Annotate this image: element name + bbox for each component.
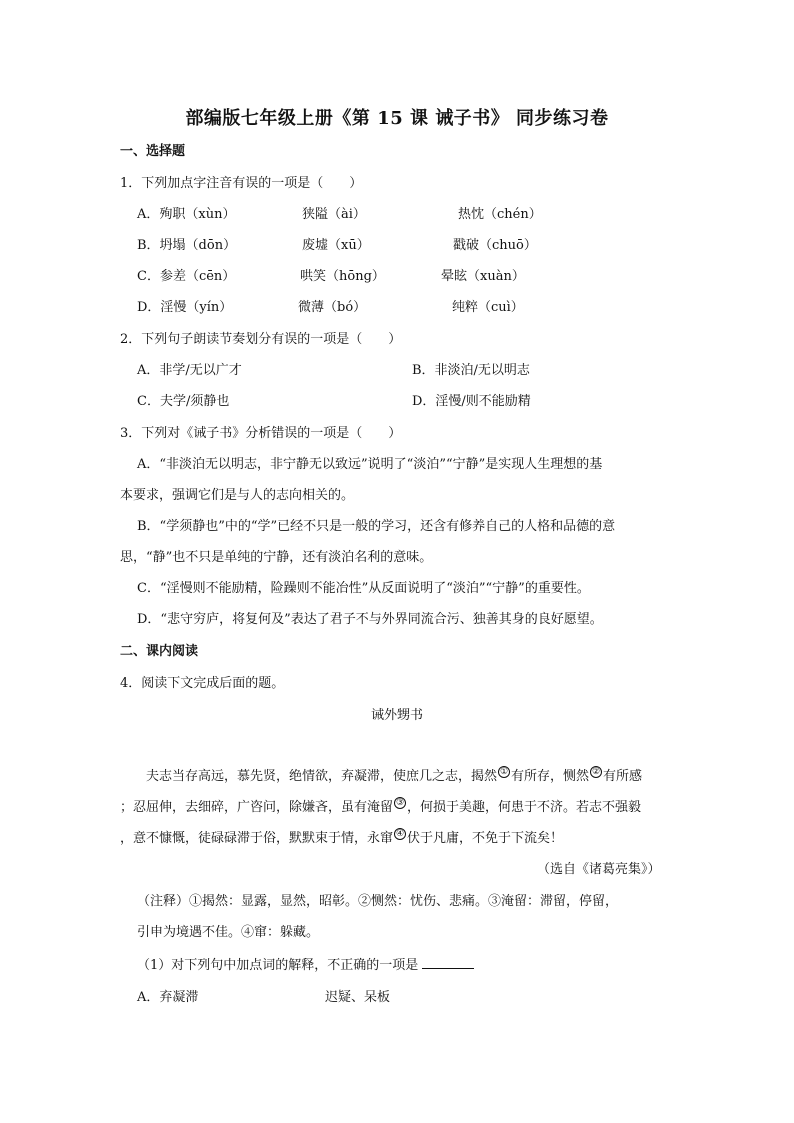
q1-option-c-1: C．参差（cēn） — [137, 269, 236, 284]
q2-option-a: A．非学/无以广才 — [137, 363, 242, 378]
sub1-option-a: A．弃凝滞 — [137, 990, 199, 1005]
passage-text: ，意不慷慨，徒碌碌滞于俗，默默束于情，永窜 — [120, 831, 394, 846]
q3-option-b-line1: B．“学须静也”中的“学”已经不只是一般的学习，还含有修养自己的人格和品德的意 — [137, 519, 616, 534]
section-heading-reading: 二、课内阅读 — [120, 644, 199, 659]
q1-option-a-2: 狭隘（ài） — [302, 207, 366, 222]
q1-option-b-1: B．坍塌（dōn） — [137, 238, 237, 253]
passage-title: 诫外甥书 — [370, 708, 423, 723]
footnote-marker-4: ④ — [395, 829, 405, 839]
question-2-stem: 2．下列句子朗读节奏划分有误的一项是（ ） — [120, 332, 402, 347]
q1-option-a-3: 热忱（chén） — [458, 207, 542, 222]
section-heading-choice: 一、选择题 — [120, 144, 186, 159]
q1-option-d-2: 微薄（bó） — [298, 300, 367, 315]
page-title: 部编版七年级上册《第 15 课 诫子书》 同步练习卷 — [185, 108, 609, 129]
q1-option-b-2: 废墟（xū） — [302, 238, 370, 253]
q2-option-d: D．淫慢/则不能励精 — [412, 394, 531, 409]
passage-text: ；忍屈伸，去细碎，广咨问，除嫌吝，虽有淹留 — [120, 800, 394, 815]
notes-line-1: （注释）①揭然：显露，显然，昭彰。②恻然：忧伤、悲痛。③淹留：滞留，停留， — [137, 894, 619, 909]
q3-option-a-line1: A．“非淡泊无以明志，非宁静无以致远”说明了“淡泊”“宁静”是实现人生理想的基 — [137, 457, 603, 472]
q2-option-c: C．夫学/须静也 — [137, 394, 230, 409]
q2-option-b: B．非淡泊/无以明志 — [412, 363, 530, 378]
question-1-stem: 1．下列加点字注音有误的一项是（ ） — [120, 176, 363, 191]
passage-text: ，何损于美趣，何患于不济。若志不强毅 — [407, 800, 642, 815]
q3-option-c: C．“淫慢则不能励精，险躁则不能冶性”从反面说明了“淡泊”“宁静”的重要性。 — [137, 581, 590, 596]
footnote-marker-3: ③ — [395, 798, 405, 808]
q1-option-b-3: 戳破（chuō） — [453, 238, 537, 253]
q1-option-c-2: 哄笑（hōng） — [300, 269, 385, 284]
question-4-stem: 4．阅读下文完成后面的题。 — [120, 676, 285, 691]
q3-option-b-line2: 思，“静”也不只是单纯的宁静，还有淡泊名利的意味。 — [120, 550, 433, 565]
passage-line-2 — [120, 797, 641, 818]
passage-text: 有所感 — [603, 769, 643, 784]
notes-line-2: 引申为境遇不佳。④窜：躲藏。 — [137, 925, 320, 940]
passage-text: 有所存，恻然 — [511, 769, 590, 784]
passage-line-1 — [146, 766, 642, 787]
q1-option-d-3: 纯粹（cuì） — [452, 300, 524, 315]
q1-option-c-3: 晕眩（xuàn） — [441, 269, 525, 284]
q3-option-a-line2: 本要求，强调它们是与人的志向相关的。 — [120, 488, 355, 503]
footnote-marker-2: ② — [591, 767, 601, 777]
footnote-marker-1: ① — [499, 767, 509, 777]
answer-blank[interactable] — [422, 956, 474, 969]
passage-text: 夫志当存高远，慕先贤，绝情欲，弃凝滞，使庶几之志，揭然 — [146, 769, 498, 784]
q1-option-d-1: D．淫慢（yín） — [137, 300, 233, 315]
sub-question-1-text: （1）对下列句中加点词的解释，不正确的一项是 — [137, 958, 419, 973]
question-3-stem: 3．下列对《诫子书》分析错误的一项是（ ） — [120, 426, 402, 441]
passage-text: 伏于凡庸，不免于下流矣！ — [407, 831, 564, 846]
sub1-option-a-explanation: 迟疑、呆板 — [325, 990, 391, 1005]
passage-line-3 — [120, 828, 563, 849]
passage-source: （选自《诸葛亮集》） — [537, 862, 661, 877]
q3-option-d: D．“悲守穷庐，将复何及”表达了君子不与外界同流合污、独善其身的良好愿望。 — [137, 612, 603, 627]
sub-question-1 — [137, 956, 474, 976]
q1-option-a-1: A．殉职（xùn） — [137, 207, 236, 222]
